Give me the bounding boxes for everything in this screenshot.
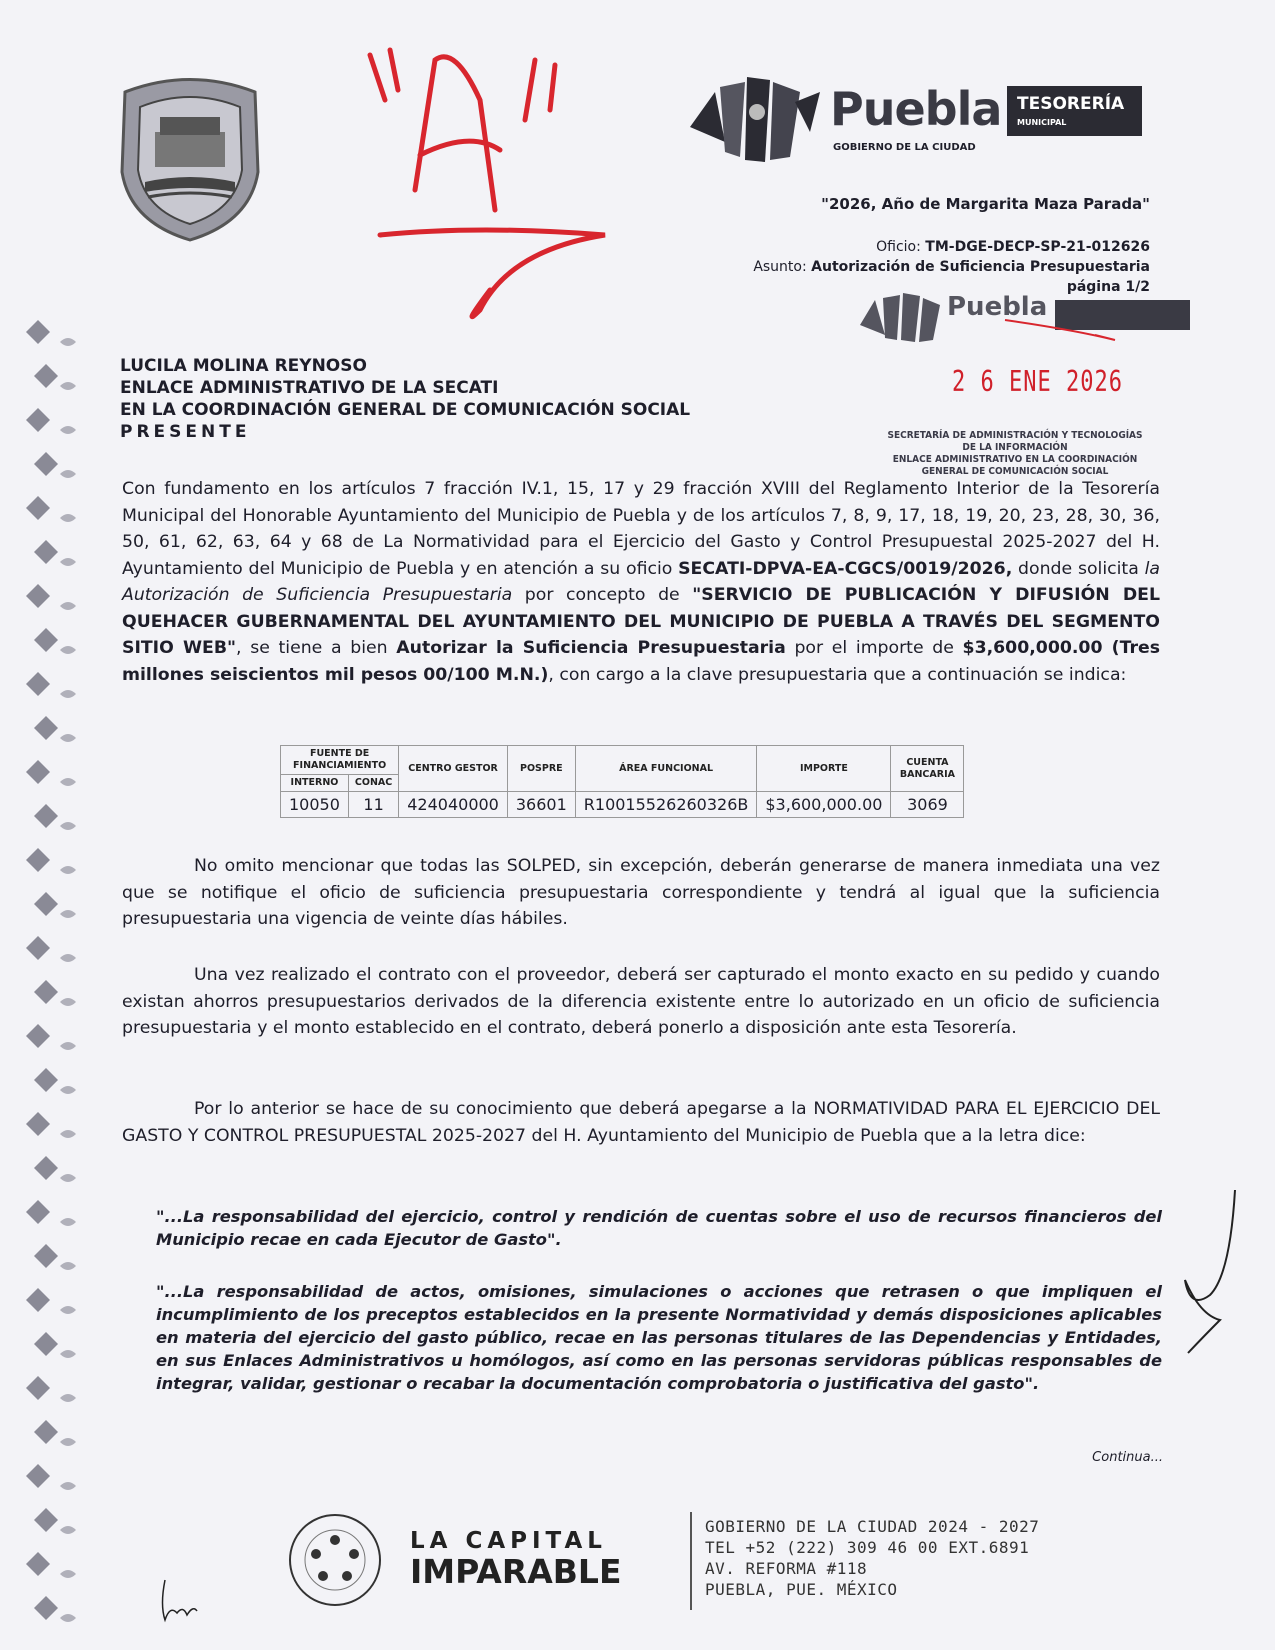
handwritten-red-mark [360, 40, 620, 340]
header-fuente: FUENTE DE FINANCIAMIENTO [281, 746, 399, 775]
quote-responsabilidad-2: "...La responsabilidad de actos, omisiones, simulaciones o acciones que retrasen o que impliquen el incumplimiento de los preceptos establecidos en la presente Normatividad y demás disposiciones aplicables en materia del ejercicio del gasto público, recae en las personas titulares de las Dependencias y Entidades, en sus Enlaces Administrativos u homólogos, así como en las personas servidoras públicas responsables de integrar, validar, gestionar o recabar la documentación comprobatoria o justificativa del gasto". [156, 1282, 1162, 1393]
requesting-oficio: SECATI-DPVA-EA-CGCS/0019/2026, [678, 558, 1013, 579]
footer-divider [690, 1512, 692, 1610]
footer-city: PUEBLA, PUE. MÉXICO [705, 1580, 898, 1599]
quote-responsabilidad-1: "...La responsabilidad del ejercicio, control y rendición de cuentas sobre el uso de recursos financieros del Municipio recae en cada Ejecutor de Gasto". [156, 1207, 1162, 1249]
cell-conac: 11 [348, 792, 398, 818]
budget-key-table [280, 745, 964, 818]
authorized-amount: $3,600,000.00 (Tres millones seiscientos mil pesos 00/100 M.N.) [122, 638, 1161, 685]
paragraph-authorization: Con fundamento en los artículos 7 fracción IV.1, 15, 17 y 29 fracción XVIII del Reglamento Interior de la Tesorería Municipal del Honorable Ayuntamiento del Municipio de Puebla y de los artículos 7, 8, 9, 17, 18, 19, 20, 23, 28, 30, 36, 50, 61, 62, 63, 64 y 68 de La Normatividad para el Ejercicio del Gasto y Control Presupuestal 2025-2027 del H. Ayuntamiento del Municipio de Puebla y en atención a su oficio SECATI-DPVA-EA-CGCS/0019/2026, donde solicita la Autorización de Suficiencia Presupuestaria por concepto de "SERVICIO DE PUBLICACIÓN Y DIFUSIÓN DEL QUEHACER GUBERNAMENTAL DEL AYUNTAMIENTO DEL MUNICIPIO DE PUEBLA A TRAVÉS DEL SEGMENTO SITIO WEB", se tiene a bien Autorizar la Suficiencia Presupuestaria por el importe de $3,600,000.00 (Tres millones seiscientos mil pesos 00/100 M.N.), con cargo a la clave presupuestaria que a continuación se indica: [122, 479, 1161, 685]
puebla-emblem-icon [685, 72, 825, 172]
paragraph-solped: No omito mencionar que todas las SOLPED, sin excepción, deberán generarse de manera inmediata una vez que se notifique el oficio de suficiencia presupuestaria correspondiente y tendrá al igual que la suficiencia presupuestaria una vigencia de veinte días hábiles. [122, 856, 1160, 929]
page-number: página 1/2 [1066, 279, 1150, 295]
addressee-block [120, 355, 690, 443]
table-row [281, 792, 964, 818]
oficio-number: TM-DGE-DECP-SP-21-012626 [925, 239, 1150, 255]
year-motto: "2026, Año de Margarita Maza Parada" [821, 195, 1150, 213]
cell-area-funcional: R10015526260326B [575, 792, 757, 818]
received-stamp-date: 2 6 ENE 2026 [952, 366, 1123, 399]
puebla-tesoreria-logo [685, 72, 1155, 172]
tesoreria-title: TESORERÍA [1017, 94, 1125, 114]
capital-line-2: IMPARABLE [410, 1552, 622, 1591]
asunto-line: Asunto: Autorización de Suficiencia Presupuestaria [753, 259, 1150, 275]
logo-subtitle: GOBIERNO DE LA CIUDAD [833, 142, 976, 153]
paragraph-contract: Una vez realizado el contrato con el proveedor, deberá ser capturado el monto exacto en su pedido y cuando existan ahorros presupuestarios derivados de la diferencia existente entre lo autorizado en un oficio de suficiencia presupuestaria y el monto establecido en el contrato, deberá ponerlo a disposición ante esta Tesorería. [122, 965, 1160, 1038]
capital-line-1: LA CAPITAL [410, 1528, 607, 1554]
handwritten-initial-signature [1180, 1185, 1240, 1355]
header-interno: INTERNO [281, 775, 349, 792]
cell-pospre: 36601 [507, 792, 575, 818]
equality-certification-seal-icon [285, 1510, 385, 1610]
document-reference [753, 237, 1150, 297]
cell-importe: $3,600,000.00 [757, 792, 891, 818]
addressee-position: ENLACE ADMINISTRATIVO DE LA SECATI [120, 378, 499, 398]
footer-street: AV. REFORMA #118 [705, 1559, 868, 1578]
tesoreria-subtitle: MUNICIPAL [1017, 118, 1067, 127]
addressee-office: EN LA COORDINACIÓN GENERAL DE COMUNICACIÓN SOCIAL [120, 400, 691, 420]
header-cuenta-bancaria: CUENTA BANCARIA [891, 746, 964, 792]
header-importe: IMPORTE [757, 746, 891, 792]
stamp-line: SECRETARÍA DE ADMINISTRACIÓN Y TECNOLOGÍAS [887, 430, 1143, 441]
header-centro-gestor: CENTRO GESTOR [399, 746, 508, 792]
stamp-logo-word: Puebla [947, 292, 1048, 322]
footer-government: GOBIERNO DE LA CIUDAD 2024 - 2027 [705, 1517, 1040, 1536]
municipal-seal-icon [110, 72, 270, 242]
cell-interno: 10050 [281, 792, 349, 818]
service-concept: "SERVICIO DE PUBLICACIÓN Y DIFUSIÓN DEL QUEHACER GUBERNAMENTAL DEL AYUNTAMIENTO DEL MUNICIPIO DE PUEBLA A TRAVÉS DEL SEGMENTO SITIO WEB" [122, 585, 1160, 658]
stamp-line: DE LA INFORMACIÓN [962, 442, 1068, 453]
addressee-presente: PRESENTE [120, 422, 251, 442]
received-stamp-logo [855, 290, 1195, 345]
oficio-line: Oficio: TM-DGE-DECP-SP-21-012626 [876, 239, 1150, 255]
footer-phone: TEL +52 (222) 309 46 00 EXT.6891 [705, 1538, 1030, 1557]
logo-word: Puebla [830, 82, 1002, 136]
header-area-funcional: ÁREA FUNCIONAL [575, 746, 757, 792]
cell-cuenta-bancaria: 3069 [891, 792, 964, 818]
handwritten-initials [155, 1575, 205, 1625]
stamp-line: ENLACE ADMINISTRATIVO EN LA COORDINACIÓN [892, 454, 1138, 465]
stamp-line: GENERAL DE COMUNICACIÓN SOCIAL [921, 466, 1109, 477]
decorative-border [20, 320, 90, 1640]
continues-note: Continua... [1092, 1450, 1163, 1465]
paragraph-normatividad: Por lo anterior se hace de su conocimiento que deberá apegarse a la NORMATIVIDAD PARA EL EJERCICIO DEL GASTO Y CONTROL PRESUPUESTAL 2025-2027 del H. Ayuntamiento del Municipio de Puebla que a la letra dice: [122, 1099, 1160, 1146]
asunto-value: Autorización de Suficiencia Presupuestaria [811, 259, 1150, 275]
tesoreria-badge [1007, 86, 1142, 136]
addressee-name: LUCILA MOLINA REYNOSO [120, 356, 367, 376]
received-stamp-text [860, 430, 1170, 478]
header-conac: CONAC [348, 775, 398, 792]
cell-centro-gestor: 424040000 [399, 792, 508, 818]
la-capital-imparable-logo [410, 1528, 622, 1591]
header-pospre: POSPRE [507, 746, 575, 792]
footer-address [705, 1516, 1039, 1600]
